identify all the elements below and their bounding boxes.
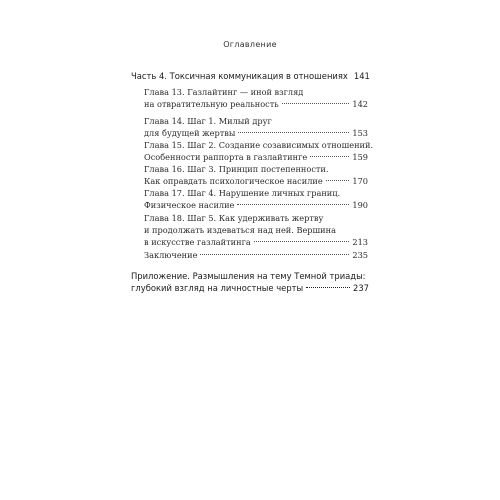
chapter-18-line-2: и продолжать издеваться над ней. Вершина [144,225,336,235]
chapter-16-line-1: Глава 16. Шаг 3. Принцип постепенности. [144,164,329,174]
toc-entry-part-4 [131,70,369,82]
page-number: 213 [352,237,368,247]
dot-leader [282,103,350,104]
page-number: 170 [352,176,368,186]
chapter-18-line-3: в искусстве газлайтинга [144,237,251,247]
dot-leader [200,254,349,255]
toc-entry-appendix [131,282,369,294]
appendix-line-1: Приложение. Размышления на тему Темной триады: [131,271,366,281]
chapter-18-line-1: Глава 18. Шаг 5. Как удерживать жертву [144,213,324,223]
dot-leader [237,204,349,205]
chapter-17-line-1: Глава 17. Шаг 4. Нарушение личных границ. [144,188,341,198]
dot-leader [238,132,349,133]
toc-entry-chapter-14 [144,127,368,139]
page-number: 190 [352,200,368,210]
toc-entry-chapter-18 [144,236,368,248]
page-number: 237 [353,283,369,293]
toc-entry-chapter-15 [144,151,368,163]
chapter-17-line-2: Физическое насилие [144,200,235,210]
chapter-15-line-2: Особенности раппорта в газлайтинге [144,152,308,162]
conclusion-title: Заключение [144,250,198,260]
dot-leader [306,287,350,288]
toc-entry-chapter-16 [144,175,368,187]
page-number: 235 [352,250,368,260]
toc-entry-chapter-13 [144,98,368,110]
page-number: 153 [352,128,368,138]
dot-leader [254,241,350,242]
chapter-15-line-1: Глава 15. Шаг 2. Создание созависимых отношений. [144,140,374,150]
dot-leader [310,156,349,157]
chapter-14-line-2: для будущей жертвы [144,128,236,138]
chapter-16-line-2: Как оправдать психологическое насилие [144,176,323,186]
part-title: Часть 4. Токсичная коммуникация в отношениях [131,71,348,81]
chapter-13-line-1: Глава 13. Газлайтинг — иной взгляд [144,87,304,97]
running-head: Оглавление [223,40,277,49]
page-number: 141 [353,71,370,81]
chapter-14-line-1: Глава 14. Шаг 1. Милый друг [144,116,272,126]
appendix-line-2: глубокий взгляд на личностные черты [131,283,304,293]
toc-entry-conclusion [144,249,368,261]
page-number: 159 [352,152,368,162]
toc-entry-chapter-17 [144,199,368,211]
page-number: 142 [352,99,368,109]
chapter-13-line-2: на отвратительную реальность [144,99,279,109]
dot-leader [326,180,350,181]
